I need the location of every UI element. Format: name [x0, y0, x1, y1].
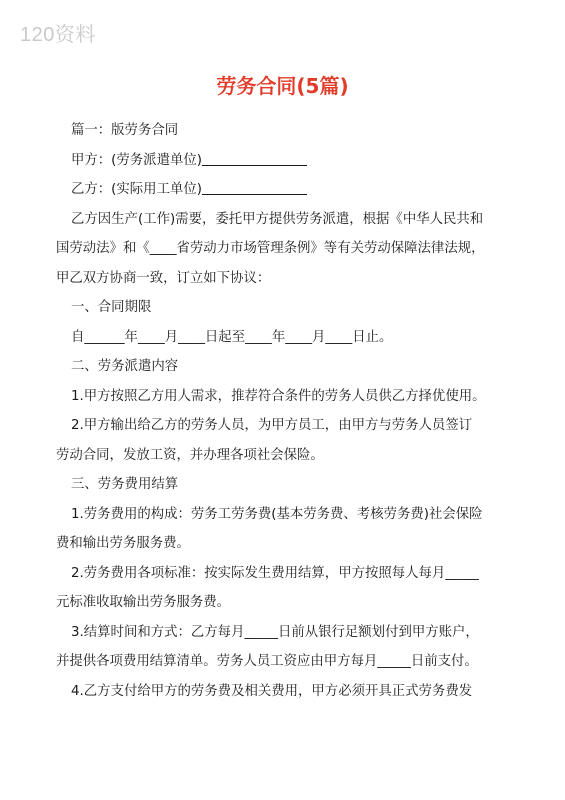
document-line [71, 323, 515, 353]
document-line [56, 588, 515, 618]
document-line [71, 205, 515, 235]
document-line [71, 677, 515, 707]
document-line [56, 264, 515, 294]
document-line [71, 411, 515, 441]
document-line-text: 1.甲方按照乙方用人需求，推荐符合条件的劳务人员供乙方择优使用。 [71, 388, 486, 404]
document-line [71, 352, 515, 382]
document-line-text: 4.乙方支付给甲方的劳务费及相关费用，甲方必须开具正式劳务费发 [71, 683, 473, 699]
document-line [71, 382, 515, 412]
document-line [71, 116, 515, 146]
page-title: 劳务合同(5篇) [216, 74, 349, 98]
document-line [56, 529, 515, 559]
document-line [71, 470, 515, 500]
document-line [56, 647, 515, 677]
document-line-text: 自______年____月____日起至____年____月____日止。 [71, 329, 393, 345]
document-line [71, 146, 515, 176]
document-line-text: 3.结算时间和方式：乙方每月_____日前从银行足额划付到甲方账户， [71, 624, 479, 640]
document-line-text: 乙方因生产(工作)需要，委托甲方提供劳务派遣，根据《中华人民共和 [71, 211, 484, 227]
document-line-text: 篇一：版劳务合同 [71, 123, 179, 138]
document-line-text: 2.甲方输出给乙方的劳务人员，为甲方员工，由甲方与劳务人员签订 [71, 418, 473, 433]
document-line-text: 元标准收取输出劳务服务费。 [56, 595, 231, 610]
document-line-text: 并提供各项费用结算清单。劳务人员工资应由甲方每月_____日前支付。 [56, 654, 478, 669]
document-line-text: 甲方：(劳务派遣单位) [71, 152, 202, 168]
document-line-text: 1.劳务费用的构成：劳务工劳务费(基本劳务费、考核劳务费)社会保险 [71, 506, 483, 522]
fill-in-blank [202, 180, 307, 195]
document-line [71, 175, 515, 205]
document-line-text: 劳动合同，发放工资，并办理各项社会保险。 [56, 447, 324, 463]
document-line-text: 二、劳务派遣内容 [71, 359, 179, 374]
document-line-text: 2.劳务费用各项标准：按实际发生费用结算，甲方按照每人每月_____ [71, 565, 479, 581]
document-line-text: 费和输出劳务服务费。 [56, 536, 190, 551]
document-line-text: 乙方：(实际用工单位) [71, 182, 202, 197]
document-line-text: 三、劳务费用结算 [71, 477, 179, 492]
document-line-text: 甲乙双方协商一致，订立如下协议： [56, 270, 271, 286]
document-line [71, 500, 515, 530]
document-line [56, 234, 515, 264]
document-body [56, 116, 515, 706]
document-line-text: 一、合同期限 [71, 300, 152, 315]
document-line [71, 559, 515, 589]
document-line [71, 293, 515, 323]
fill-in-blank [202, 151, 307, 166]
document-line [71, 618, 515, 648]
document-line-text: 国劳动法》和《____省劳动力市场管理条例》等有关劳动保障法律法规， [56, 241, 485, 256]
document-line [56, 441, 515, 471]
watermark: 120资料 [20, 24, 96, 46]
